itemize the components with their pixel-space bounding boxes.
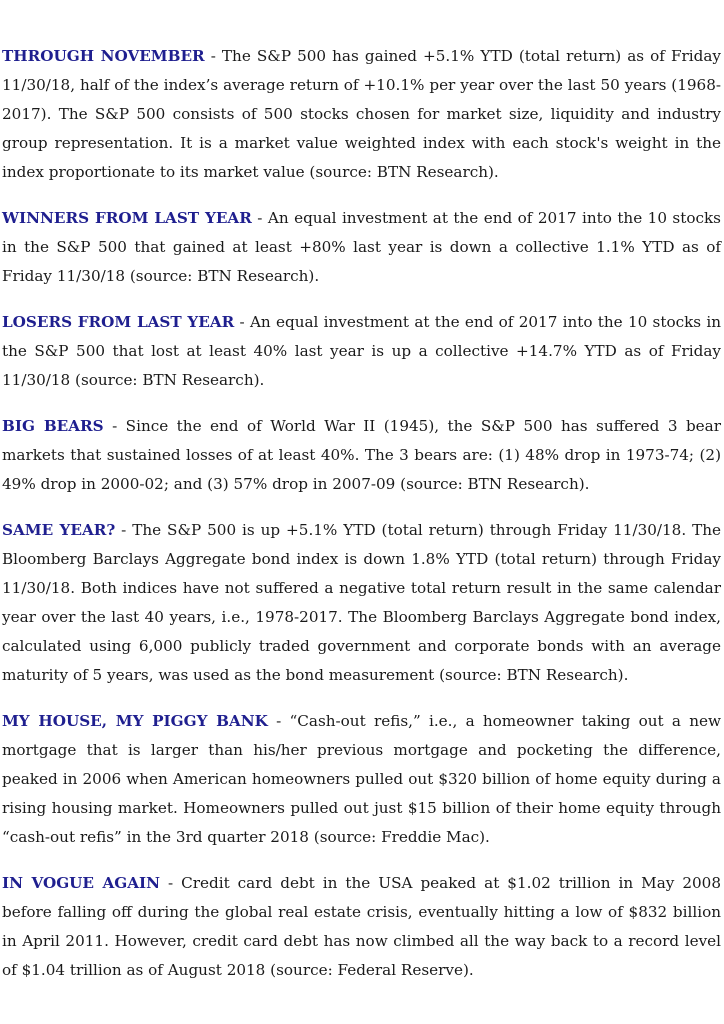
paragraph-heading: MY HOUSE, MY PIGGY BANK (2, 712, 268, 730)
paragraph-body: - “Cash-out refis,” i.e., a homeowner taking out a new mortgage that is larger than his/her previous mortgage and pocketing the difference, peaked in 2006 when American homeowners pulled out $320 billion of home equity during a rising housing market. Homeowners pulled out just $15 billion of their home equity through “cash-out refis” in the 3rd quarter 2018 (source: Freddie Mac). (2, 712, 721, 846)
paragraph-heading: THROUGH NOVEMBER (2, 47, 205, 65)
paragraph-body: - Credit card debt in the USA peaked at $1.02 trillion in May 2008 before falling off during the global real estate crisis, eventually hitting a low of $832 billion in April 2011. However, credit card debt has now climbed all the way back to a record level of $1.04 trillion as of August 2018 (source: Federal Reserve). (2, 874, 721, 979)
paragraph-body: - An equal investment at the end of 2017 into the 10 stocks in the S&P 500 that lost at least 40% last year is up a collective +14.7% YTD as of Friday 11/30/18 (source: BTN Research). (2, 313, 722, 389)
paragraph-body: - The S&P 500 has gained +5.1% YTD (total return) as of Friday 11/30/18, half of the index’s average return of +10.1% per year over the last 50 years (1968-2017). The S&P 500 consists of 500 stocks chosen for market size, liquidity and industry group representation. It is a market value weighted index with each stock's weight in the index proportionate to its market value (source: BTN Research). (2, 47, 722, 181)
paragraph-heading: BIG BEARS (2, 417, 104, 435)
paragraph-heading: IN VOGUE AGAIN (2, 874, 160, 892)
paragraph-heading: WINNERS FROM LAST YEAR (2, 209, 252, 227)
paragraph-big-bears (2, 412, 721, 499)
paragraph-heading: SAME YEAR? (2, 521, 116, 539)
paragraph-body: - Since the end of World War II (1945), the S&P 500 has suffered 3 bear markets that sustained losses of at least 40%. The 3 bears are: (1) 48% drop in 1973-74; (2) 49% drop in 2000-02; and (3) 57% drop in 2007-09 (source: BTN Research). (2, 417, 721, 493)
paragraph-heading: LOSERS FROM LAST YEAR (2, 313, 235, 331)
paragraph-through-november (2, 42, 721, 187)
paragraph-body: - An equal investment at the end of 2017 into the 10 stocks in the S&P 500 that gained at least +80% last year is down a collective 1.1% YTD as of Friday 11/30/18 (source: BTN Research). (2, 209, 721, 285)
paragraph-same-year (2, 516, 721, 690)
paragraph-losers-from-last-year (2, 308, 721, 395)
paragraph-winners-from-last-year (2, 204, 721, 291)
paragraph-my-house-my-piggy-bank (2, 707, 721, 852)
paragraph-body: - The S&P 500 is up +5.1% YTD (total return) through Friday 11/30/18. The Bloomberg Barclays Aggregate bond index is down 1.8% YTD (total return) through Friday 11/30/18. Both indices have not suffered a negative total return result in the same calendar year over the last 40 years, i.e., 1978-2017. The Bloomberg Barclays Aggregate bond index, calculated using 6,000 publicly traded government and corporate bonds with an average maturity of 5 years, was used as the bond measurement (source: BTN Research). (2, 521, 721, 684)
paragraph-in-vogue-again (2, 869, 721, 985)
